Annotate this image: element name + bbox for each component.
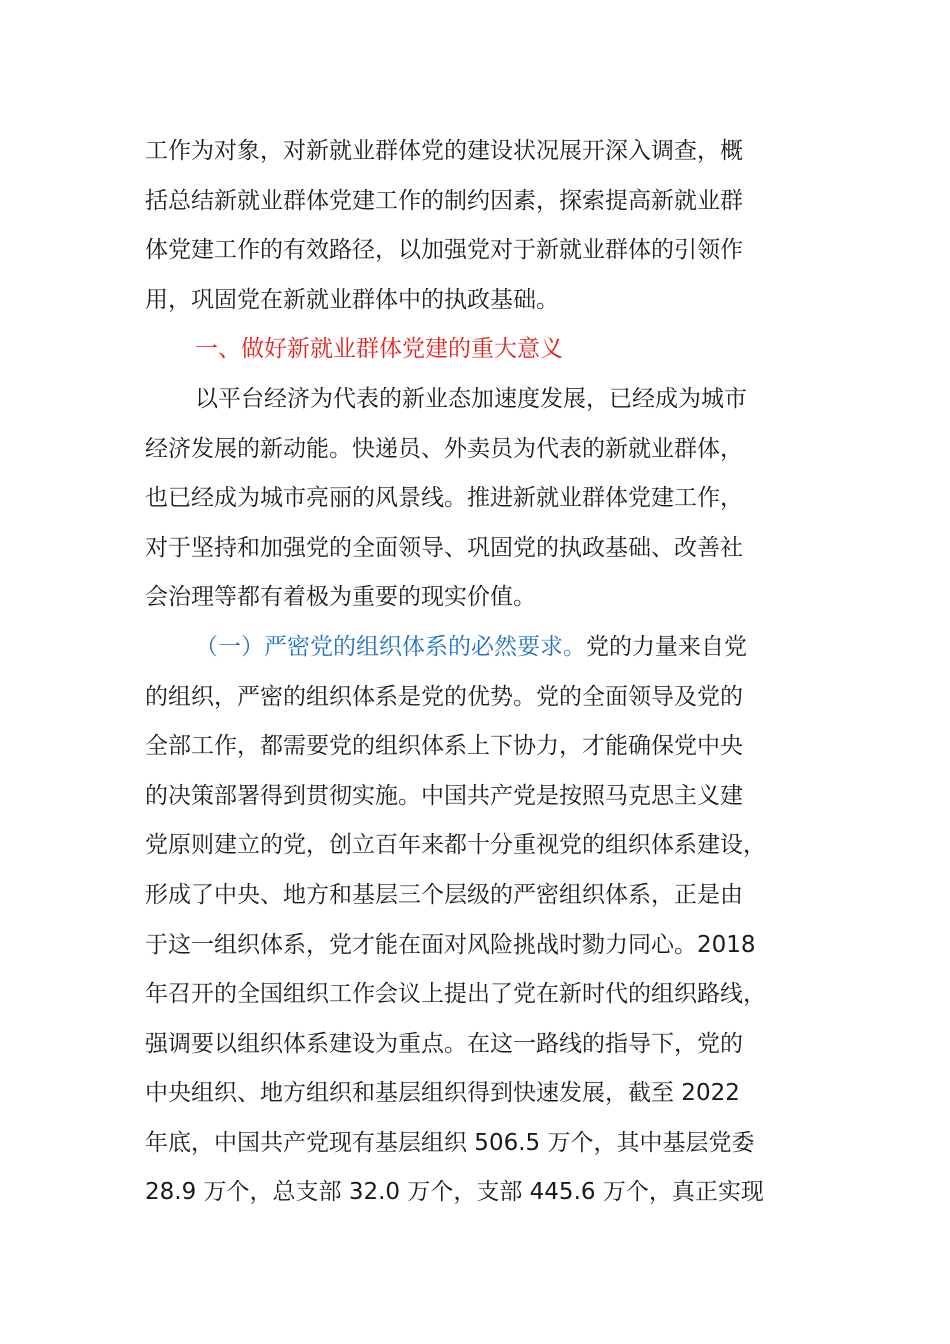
section-line-2: 经济发展的新动能。快递员、外卖员为代表的新就业群体， [145, 435, 743, 462]
subsection-first-line-text: 党的力量来自党 [586, 633, 747, 660]
subsection-line-3: 的决策部署得到贯彻实施。中国共产党是按照马克思主义建 [145, 782, 743, 809]
section-line-4: 对于坚持和加强党的全面领导、巩固党的执政基础、改善社 [145, 534, 743, 561]
subsection-line-6: 于这一组织体系，党才能在面对风险挑战时勠力同心。2018 [145, 931, 756, 958]
intro-line-4: 用，巩固党在新就业群体中的执政基础。 [145, 286, 559, 313]
subsection-line-1: 的组织，严密的组织体系是党的优势。党的全面领导及党的 [145, 683, 743, 710]
document-body [145, 127, 810, 1218]
intro-line-3: 体党建工作的有效路径，以加强党对于新就业群体的引领作 [145, 237, 743, 264]
subsection-line-8: 强调要以组织体系建设为重点。在这一路线的指导下，党的 [145, 1030, 743, 1057]
subsection-heading: （一）严密党的组织体系的必然要求。 [195, 633, 586, 660]
section-heading: 一、做好新就业群体党建的重大意义 [195, 336, 563, 363]
subsection-line-10: 年底，中国共产党现有基层组织 506.5 万个，其中基层党委 [145, 1129, 755, 1156]
intro-line-2: 括总结新就业群体党建工作的制约因素，探索提高新就业群 [145, 187, 743, 214]
subsection-line-11: 28.9 万个，总支部 32.0 万个，支部 445.6 万个，真正实现 [145, 1179, 764, 1206]
subsection-line-9: 中央组织、地方组织和基层组织得到快速发展，截至 2022 [145, 1080, 740, 1107]
section-line-3: 也已经成为城市亮丽的风景线。推进新就业群体党建工作， [145, 485, 743, 512]
subsection-line-7: 年召开的全国组织工作会议上提出了党在新时代的组织路线， [145, 981, 766, 1008]
section-line-1: 以平台经济为代表的新业态加速度发展，已经成为城市 [195, 385, 747, 412]
section-line-5: 会治理等都有着极为重要的现实价值。 [145, 584, 536, 611]
subsection-line-5: 形成了中央、地方和基层三个层级的严密组织体系，正是由 [145, 881, 743, 908]
intro-line-1: 工作为对象，对新就业群体党的建设状况展开深入调查，概 [145, 138, 743, 164]
subsection-first-line [145, 623, 810, 673]
subsection-line-2: 全部工作，都需要党的组织体系上下协力，才能确保党中央 [145, 733, 743, 760]
subsection-line-4: 党原则建立的党，创立百年来都十分重视党的组织体系建设， [145, 832, 766, 859]
